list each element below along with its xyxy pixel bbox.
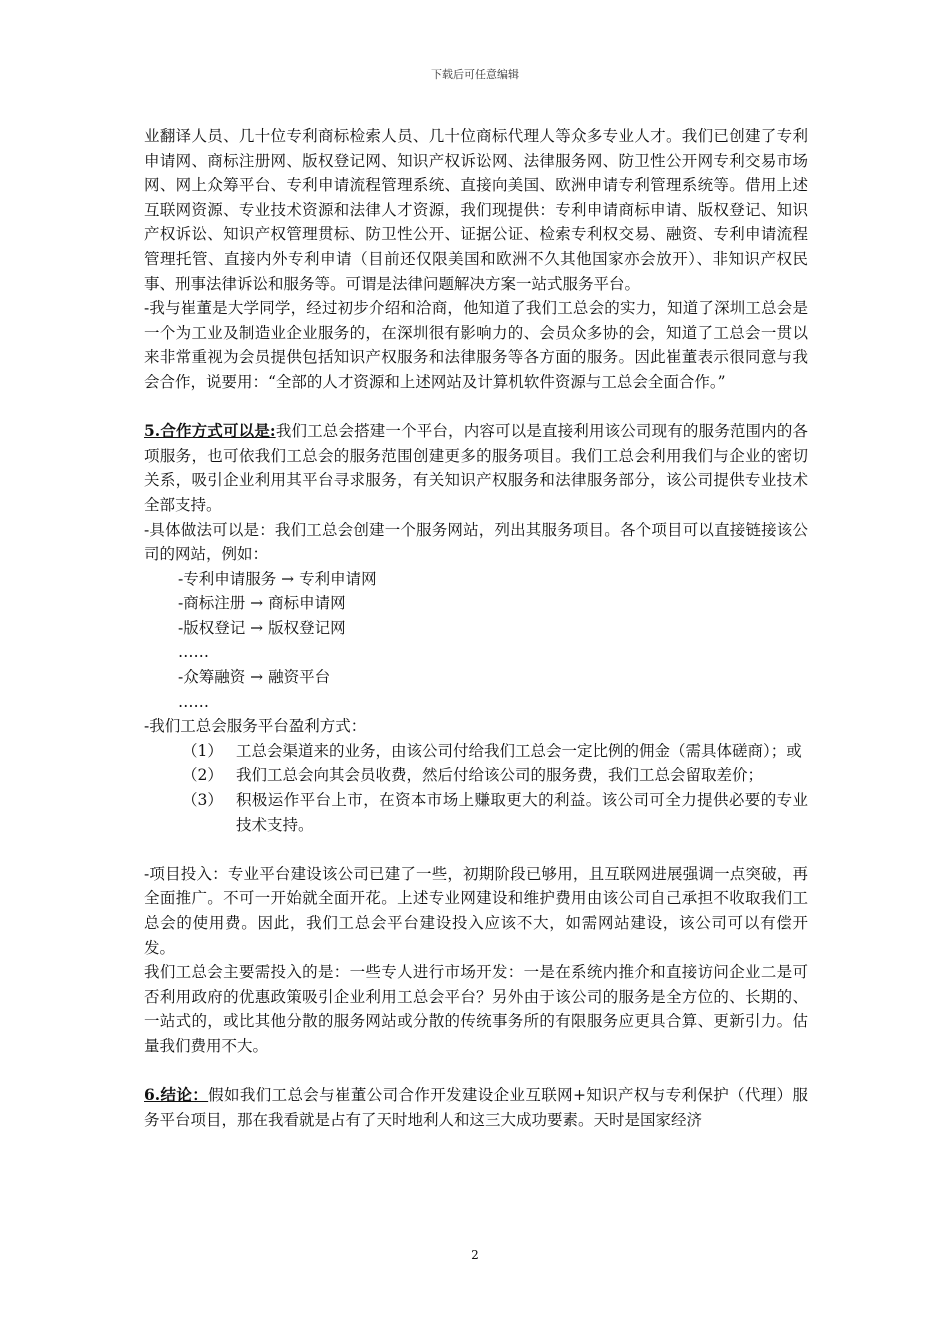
profit-heading: -我们工总会服务平台盈利方式： [144,717,367,736]
profit-item-text: 工总会渠道来的业务，由该公司付给我们工总会一定比例的佣金（需具体磋商）；或 [236,741,802,760]
paragraph-investment: -项目投入：专业平台建设该公司已建了一些，初期阶段已够用，且互联网进展强调一点突破，再全面推广。不可一开始就全面开花。上述专业网建设和维护费用由该公司自己承担不收取我们工总会的使用费。因此，我们工总会平台建设投入应该不大，如需网站建设，该公司可以有偿开发。 [144,864,808,957]
profit-item [144,788,808,837]
paragraph-method: -具体做法可以是：我们工总会创建一个服务网站，列出其服务项目。各个项目可以直接链接该公司的网站，例如： [144,520,808,564]
link-ellipsis: …… [178,692,209,711]
paragraph-classmate: -我与崔董是大学同学，经过初步介绍和洽商，他知道了我们工总会的实力，知道了深圳工总会是一个为工业及制造业企业服务的，在深圳很有影响力的、会员众多协的会，知道了工总会一贯以来非常重视为会员提供包括知识产权服务和法律服务等各方面的服务。因此崔董表示很同意与我会合作，说要用：“全部的人才资源和上述网站及计算机软件资源与工总会全面合作。” [144,299,808,391]
document-body [144,124,808,1132]
page-number: 2 [471,1248,479,1262]
link-item: -专利申请服务 → 专利申请网 [178,569,377,588]
profit-item [144,739,808,764]
profit-item [144,763,808,788]
page-header: 下载后可任意编辑 [431,68,519,81]
profit-item-number: （3） [182,791,223,810]
paragraph-market: 我们工总会主要需投入的是：一些专人进行市场开发：一是在系统内推介和直接访问企业二是可否利用政府的优惠政策吸引企业利用工总会平台？另外由于该公司的服务是全方位的、长期的、一站式的，或比其他分散的服务网站或分散的传统事务所的有限服务应更具合算、更新引力。估量我们费用不大。 [144,963,808,1055]
profit-item-number: （2） [182,766,223,785]
profit-item-text: 我们工总会向其会员收费，然后付给该公司的服务费，我们工总会留取差价； [236,766,764,785]
profit-item-text: 积极运作平台上市，在资本市场上赚取更大的利益。该公司可全力提供必要的专业技术支持。 [236,791,808,834]
section-5-heading: 5.合作方式可以是: [144,421,276,441]
paragraph-intro: 业翻译人员、几十位专利商标检索人员、几十位商标代理人等众多专业人才。我们已创建了专利申请网、商标注册网、版权登记网、知识产权诉讼网、法律服务网、防卫性公开网专利交易市场网、网上众筹平台、专利申请流程管理系统、直接向美国、欧洲申请专利管理系统等。借用上述互联网资源、专业技术资源和法律人才资源，我们现提供：专利申请商标申请、版权登记、知识产权诉讼、知识产权管理贯标、防卫性公开、证据公证、检索专利权交易、融资、专利申请流程管理托管、直接内外专利申请（目前还仅限美国和欧洲不久其他国家亦会放开）、非知识产权民事、刑事法律诉讼和服务等。可谓是法律问题解决方案一站式服务平台。 [144,127,808,293]
profit-item-number: （1） [182,741,223,760]
section-6-text: 假如我们工总会与崔董公司合作开发建设企业互联网+知识产权与专利保护（代理）服务平台项目，那在我看就是占有了天时地利人和这三大成功要素。天时是国家经济 [144,1086,808,1129]
link-item: -众筹融资 → 融资平台 [178,668,331,687]
section-5-text: 我们工总会搭建一个平台，内容可以是直接利用该公司现有的服务范围内的各项服务，也可依我们工总会的服务范围创建更多的服务项目。我们工总会利用我们与企业的密切关系，吸引企业利用其平台寻求服务，有关知识产权服务和法律服务部分，该公司提供专业技术全部支持。 [144,422,808,514]
paragraph-conclusion [144,1083,808,1132]
link-ellipsis: …… [178,643,209,662]
paragraph-cooperation [144,419,808,517]
link-item: -商标注册 → 商标申请网 [178,594,346,613]
section-6-heading: 6.结论： [144,1085,209,1105]
link-item: -版权登记 → 版权登记网 [178,618,346,637]
